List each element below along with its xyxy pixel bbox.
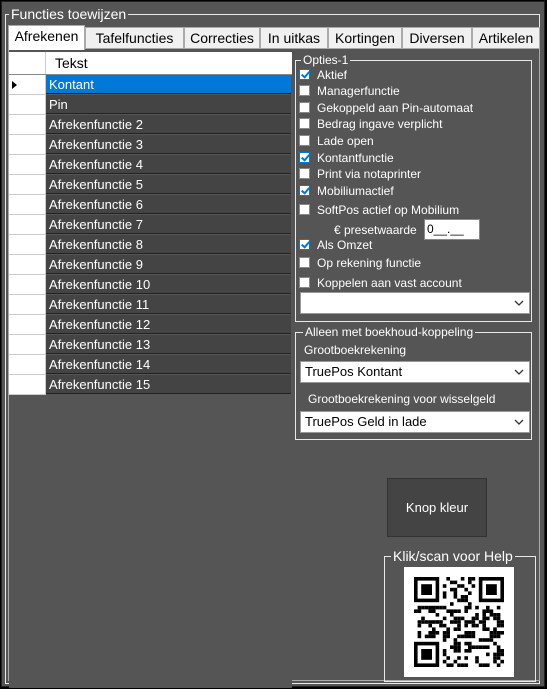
table-row[interactable]: [9, 215, 292, 235]
row-selector[interactable]: [9, 375, 46, 395]
row-text-cell[interactable]: Afrekenfunctie 15: [46, 375, 291, 394]
chevron-down-icon: [513, 296, 525, 310]
checkbox-label: Lade open: [317, 134, 374, 148]
change-ledger-label: Grootboekrekening voor wisselgeld: [308, 392, 496, 406]
row-text-cell[interactable]: Afrekenfunctie 8: [46, 235, 291, 254]
checkbox-label: Op rekening functie: [317, 256, 422, 270]
checkbox-box[interactable]: [299, 102, 310, 113]
row-selector[interactable]: [9, 175, 46, 195]
table-row[interactable]: [9, 75, 292, 95]
row-text-cell[interactable]: Afrekenfunctie 6: [46, 195, 291, 214]
checkbox-box[interactable]: [299, 204, 310, 215]
row-text-cell[interactable]: Afrekenfunctie 9: [46, 255, 291, 274]
tab-afrekenen[interactable]: Afrekenen: [8, 25, 85, 50]
row-text-cell[interactable]: Afrekenfunctie 5: [46, 175, 291, 194]
row-text-cell[interactable]: Afrekenfunctie 10: [46, 275, 291, 294]
checkbox-box[interactable]: [299, 257, 310, 268]
row-selector[interactable]: [9, 195, 46, 215]
row-text-cell[interactable]: Kontant: [46, 75, 291, 94]
table-row[interactable]: [9, 375, 292, 395]
row-text-cell[interactable]: Afrekenfunctie 3: [46, 135, 291, 154]
table-row[interactable]: [9, 175, 292, 195]
table-row[interactable]: [9, 155, 292, 175]
grid-header: [9, 52, 292, 75]
table-row[interactable]: [9, 335, 292, 355]
tab-tafelfuncties[interactable]: Tafelfuncties: [85, 27, 184, 49]
checkbox-label: SoftPos actief op Mobilium: [317, 203, 460, 217]
row-text-cell[interactable]: Afrekenfunctie 12: [46, 315, 291, 334]
row-selector[interactable]: [9, 95, 46, 115]
tab-kortingen[interactable]: Kortingen: [328, 27, 402, 49]
row-text-cell[interactable]: Afrekenfunctie 11: [46, 295, 291, 314]
row-text-cell[interactable]: Pin: [46, 95, 291, 114]
table-row[interactable]: [9, 355, 292, 375]
row-text-cell[interactable]: Afrekenfunctie 2: [46, 115, 291, 134]
checkbox-box[interactable]: [299, 118, 310, 129]
tab-bar: [8, 25, 540, 49]
row-selector[interactable]: [9, 255, 46, 275]
table-row[interactable]: [9, 115, 292, 135]
checkbox-label: Gekoppeld aan Pin-automaat: [317, 101, 474, 115]
row-selector[interactable]: [9, 295, 46, 315]
table-row[interactable]: [9, 315, 292, 335]
row-selector[interactable]: [9, 315, 46, 335]
tab-artikelen[interactable]: Artikelen: [472, 27, 540, 49]
help-qr-code[interactable]: [404, 567, 514, 677]
row-text-cell[interactable]: Afrekenfunctie 7: [46, 215, 291, 234]
help-title: Klik/scan voor Help: [393, 548, 513, 564]
checkbox-label: Mobiliumactief: [317, 184, 394, 198]
tab-correcties[interactable]: Correcties: [184, 27, 260, 49]
options-title: Opties-1: [303, 53, 349, 67]
row-selector[interactable]: [9, 215, 46, 235]
table-row[interactable]: [9, 235, 292, 255]
grid-header-tekst: Tekst: [55, 55, 88, 71]
checkbox-label: Aktief: [317, 68, 348, 82]
qr-code-icon: [404, 567, 514, 677]
ledger-select[interactable]: [300, 361, 530, 383]
account-select[interactable]: [300, 292, 530, 314]
color-button[interactable]: Knop kleur: [387, 478, 487, 537]
chevron-down-icon: [513, 365, 525, 379]
row-selector[interactable]: [9, 135, 46, 155]
checkbox-box[interactable]: [299, 277, 310, 288]
table-row[interactable]: [9, 95, 292, 115]
checkbox-box[interactable]: [299, 168, 310, 179]
tab-diversen[interactable]: Diversen: [402, 27, 472, 49]
row-selector[interactable]: [9, 155, 46, 175]
row-text-cell[interactable]: Afrekenfunctie 14: [46, 355, 291, 374]
row-selector[interactable]: [9, 335, 46, 355]
checkbox-label: Koppelen aan vast account: [317, 276, 462, 290]
row-selector[interactable]: [9, 275, 46, 295]
row-text-cell[interactable]: Afrekenfunctie 13: [46, 335, 291, 354]
chevron-down-icon: [513, 415, 525, 429]
table-row[interactable]: [9, 135, 292, 155]
checkbox-box[interactable]: [299, 152, 310, 163]
change-ledger-select[interactable]: [300, 411, 530, 433]
table-row[interactable]: [9, 255, 292, 275]
checkbox-box[interactable]: [299, 185, 310, 196]
checkbox-box[interactable]: [299, 135, 310, 146]
checkbox-label: Als Omzet: [317, 238, 373, 252]
bookkeeping-title: Alleen met boekhoud-koppeling: [305, 325, 474, 339]
table-row[interactable]: [9, 195, 292, 215]
ledger-select-value: TruePos Kontant: [305, 364, 403, 379]
row-selector[interactable]: [9, 115, 46, 135]
checkbox-label: Kontantfunctie: [317, 151, 394, 165]
row-selector[interactable]: [9, 75, 46, 95]
table-row[interactable]: [9, 295, 292, 315]
row-selector[interactable]: [9, 355, 46, 375]
checkbox-label: Print via notaprinter: [317, 167, 422, 181]
row-selector[interactable]: [9, 235, 46, 255]
preset-label: € presetwaarde: [334, 223, 417, 237]
checkbox-box[interactable]: [299, 239, 310, 250]
checkbox-box[interactable]: [299, 85, 310, 96]
preset-input[interactable]: 0__.__: [424, 219, 480, 240]
checkbox-label: Bedrag ingave verplicht: [317, 117, 443, 131]
tab-in-uitkas[interactable]: In uitkas: [260, 27, 328, 49]
table-row[interactable]: [9, 275, 292, 295]
change-ledger-select-value: TruePos Geld in lade: [305, 414, 427, 429]
group-title: Functies toewijzen: [11, 6, 127, 22]
current-row-arrow-icon: [12, 81, 17, 89]
function-grid[interactable]: [9, 52, 292, 688]
ledger-label: Grootboekrekening: [304, 343, 407, 357]
checkbox-label: Managerfunctie: [317, 84, 400, 98]
row-text-cell[interactable]: Afrekenfunctie 4: [46, 155, 291, 174]
checkbox-box[interactable]: [299, 69, 310, 80]
